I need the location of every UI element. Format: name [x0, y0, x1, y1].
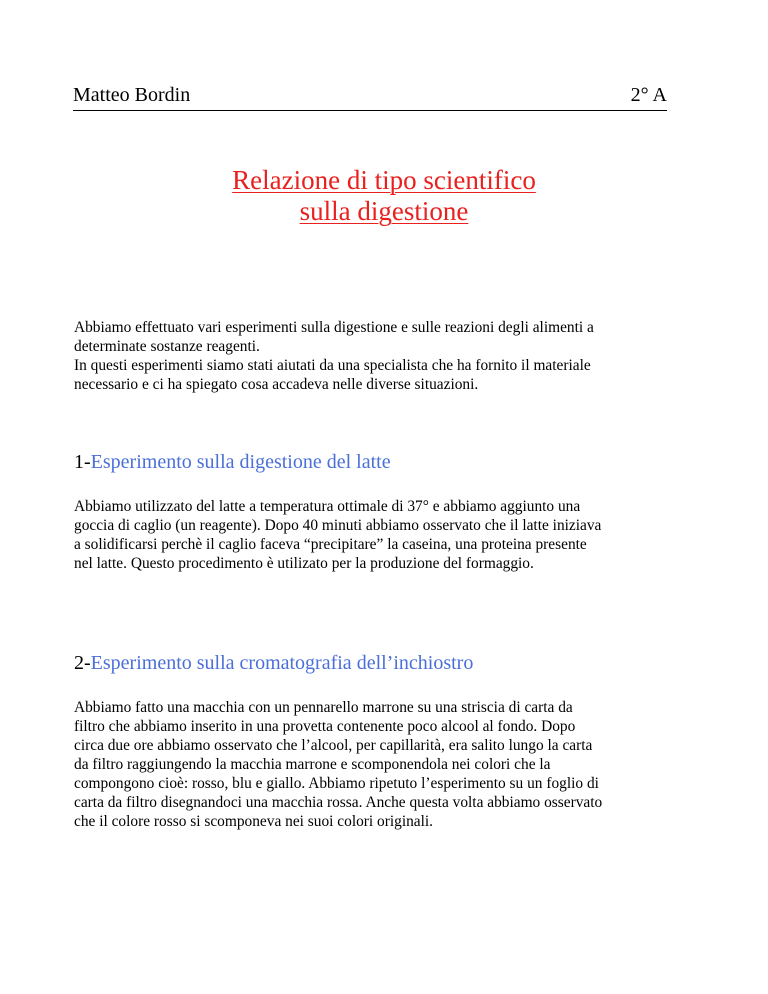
section-2-line: che il colore rosso si scomponeva nei suoi colori originali.: [74, 813, 434, 830]
section-2-line: da filtro raggiungendo la macchia marrone e scomponendola nei colori che la: [74, 756, 551, 773]
title-line-2: sulla digestione: [299, 196, 469, 226]
section-2-line: carta da filtro disegnandoci una macchia rossa. Anche questa volta abbiamo osservato: [74, 794, 603, 811]
section-2-heading: [74, 651, 473, 675]
section-2-number: 2-: [74, 652, 91, 674]
section-2-line: compongono cioè: rosso, blu e giallo. Abbiamo ripetuto l’esperimento su un foglio di: [74, 775, 599, 792]
section-1-line: nel latte. Questo procedimento è utilizato per la produzione del formaggio.: [74, 555, 534, 572]
intro-line: determinate sostanze reagenti.: [74, 338, 260, 355]
document-title: [0, 165, 768, 227]
section-2-line: circa due ore abbiamo osservato che l’alcool, per capillarità, era salito lungo la carta: [74, 737, 593, 754]
intro-paragraph: [74, 318, 694, 394]
section-2-paragraph: [74, 698, 694, 831]
section-1-heading: [74, 450, 391, 474]
document-header: [73, 84, 667, 111]
intro-line: necessario e ci ha spiegato cosa accadeva nelle diverse situazioni.: [74, 376, 479, 393]
section-1-line: a solidificarsi perchè il caglio faceva “precipitare” la caseina, una proteina presente: [74, 536, 587, 553]
section-1-line: Abbiamo utilizzato del latte a temperatura ottimale di 37° e abbiamo aggiunto una: [74, 498, 581, 515]
intro-line: Abbiamo effettuato vari esperimenti sulla digestione e sulle reazioni degli alimenti a: [74, 319, 594, 336]
section-2-line: filtro che abbiamo inserito in una provetta contenente poco alcool al fondo. Dopo: [74, 718, 576, 735]
section-1-title: Esperimento sulla digestione del latte: [90, 451, 391, 473]
author-name: Matteo Bordin: [73, 84, 191, 106]
intro-line: In questi esperimenti siamo stati aiutati da una specialista che ha fornito il materiale: [74, 357, 591, 374]
section-1-line: goccia di caglio (un reagente). Dopo 40 minuti abbiamo osservato che il latte iniziava: [74, 517, 602, 534]
section-2-title: Esperimento sulla cromatografia dell’inchiostro: [90, 652, 474, 674]
title-line-1: Relazione di tipo scientifico: [232, 165, 536, 195]
section-1-paragraph: [74, 497, 694, 573]
section-1-number: 1-: [74, 451, 91, 473]
class-label: 2° A: [630, 84, 667, 106]
section-2-line: Abbiamo fatto una macchia con un pennarello marrone su una striscia di carta da: [74, 699, 573, 716]
